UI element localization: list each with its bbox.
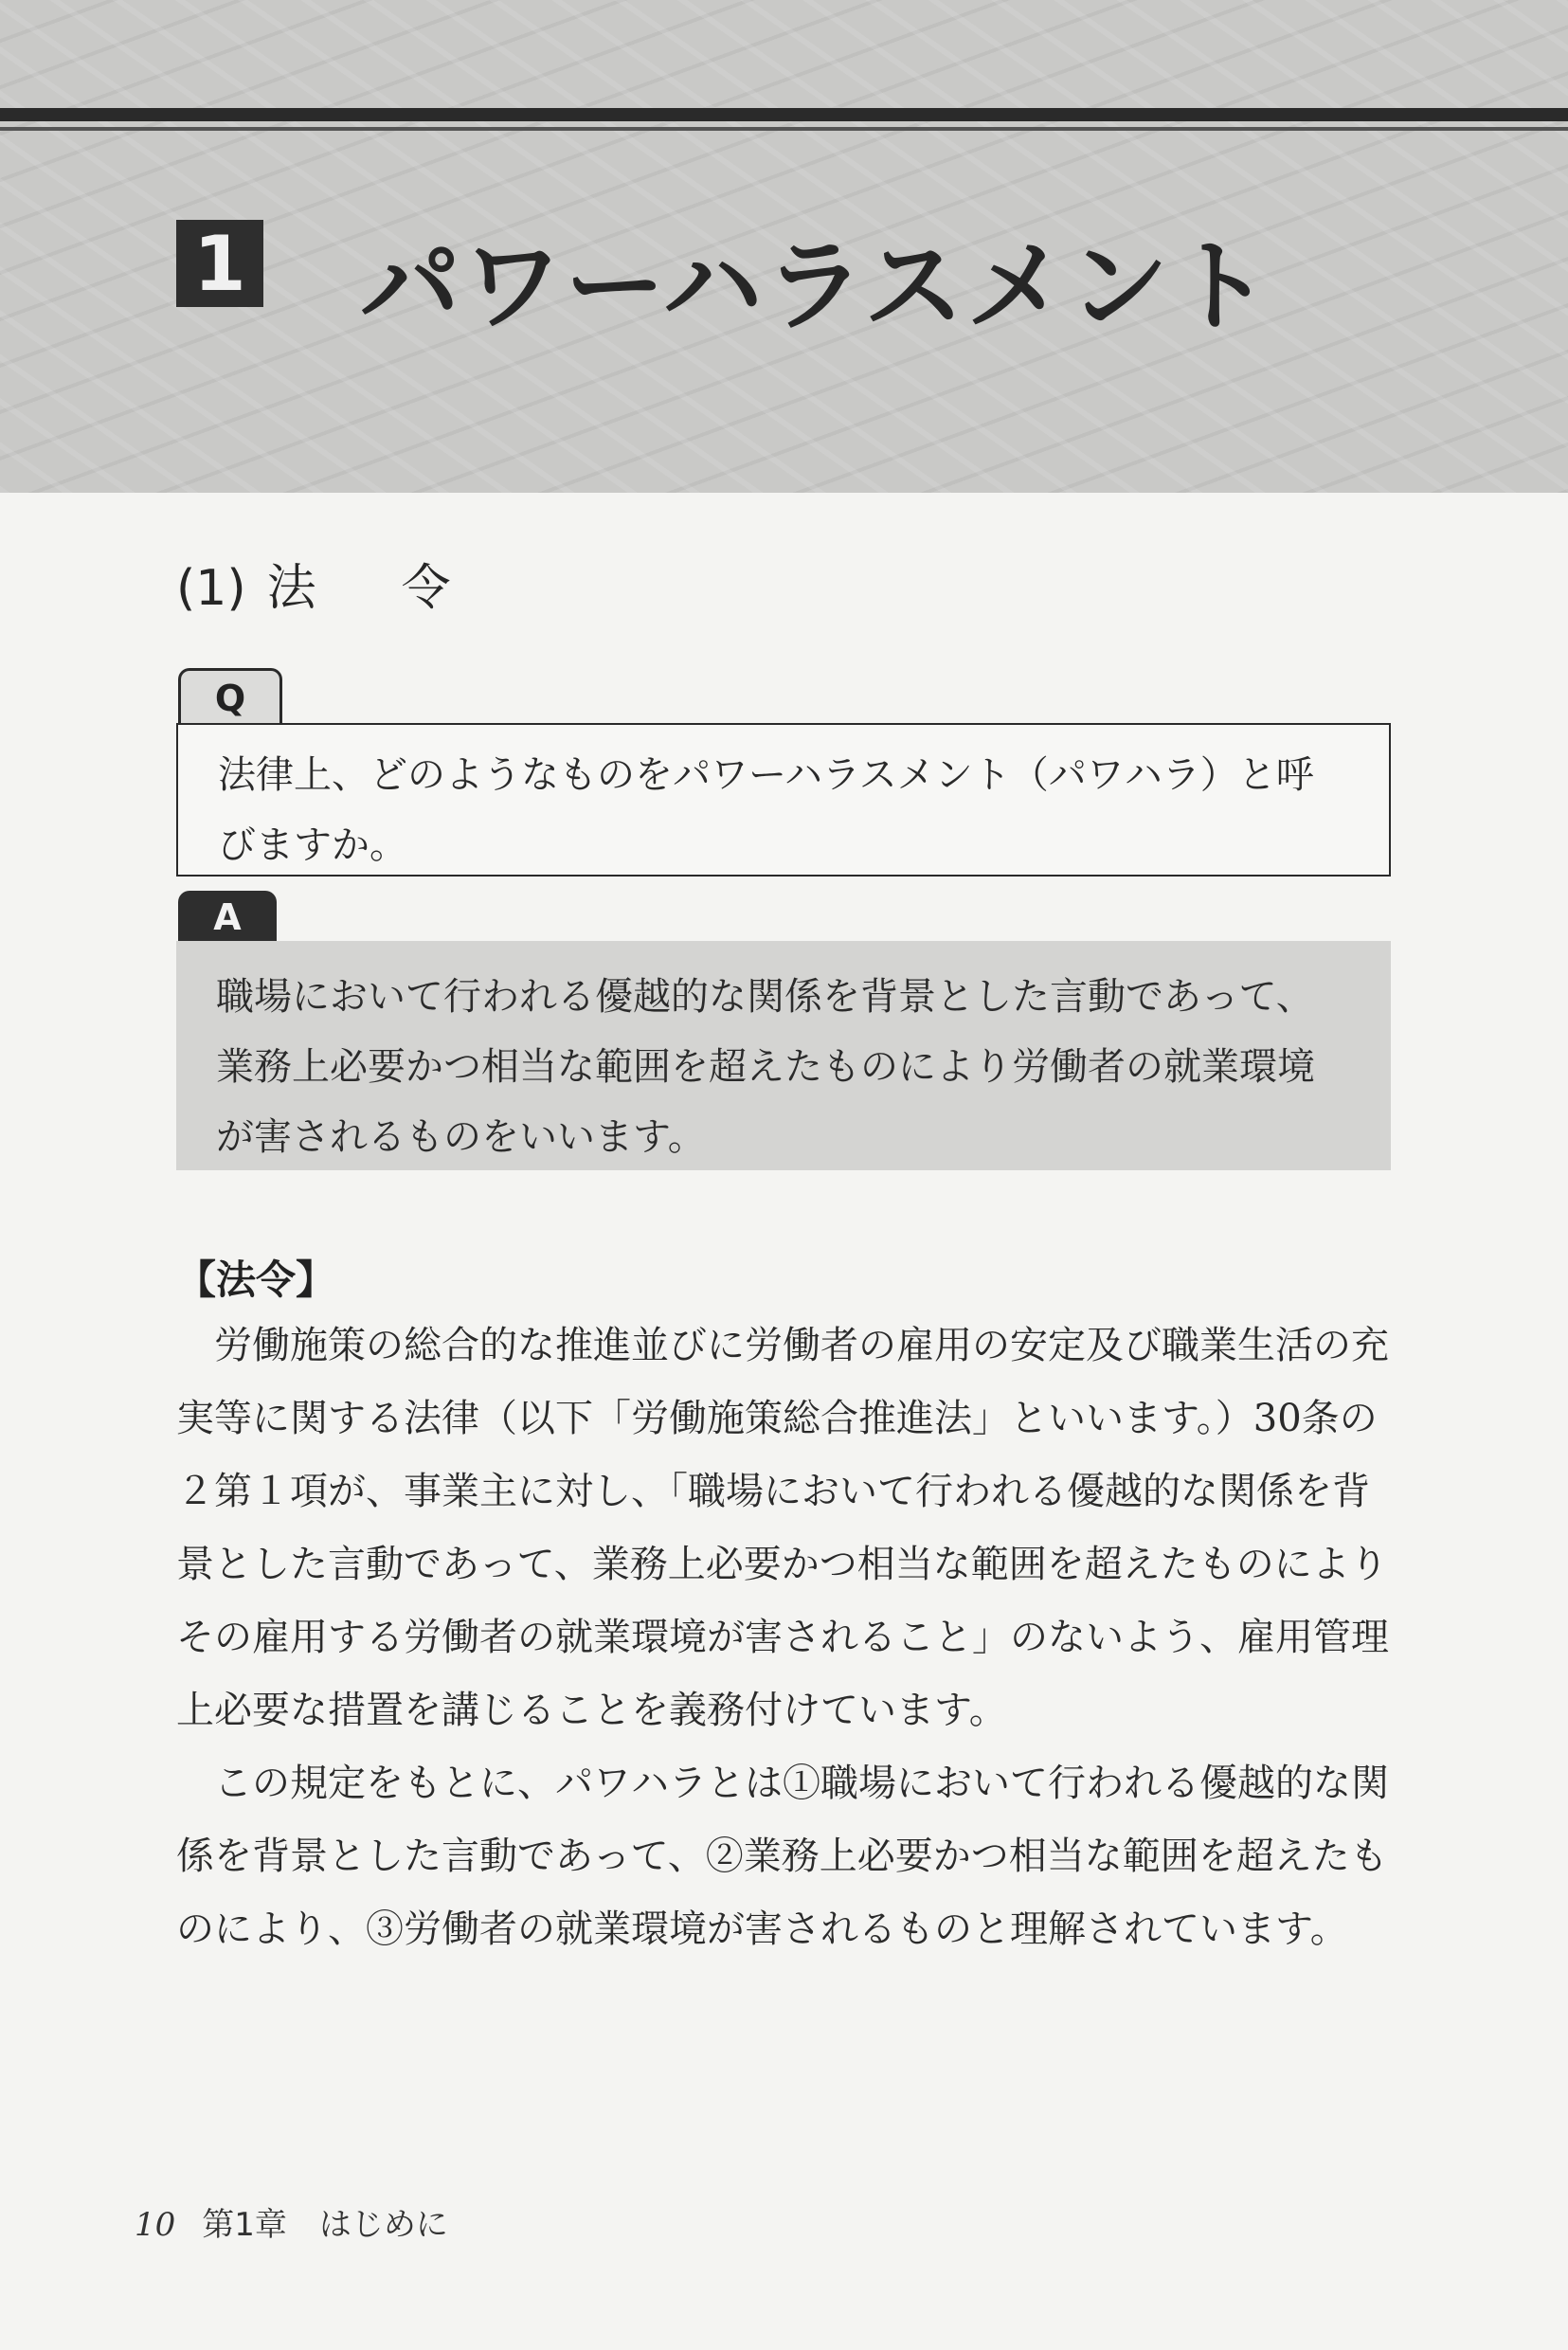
answer-line: 職場において行われる優越的な関係を背景とした言動であって、 — [216, 975, 1314, 1019]
section-heading — [176, 548, 536, 619]
law-heading: 【法令】 — [176, 1256, 336, 1303]
answer-tab: A — [178, 891, 277, 944]
chapter-number-badge: 1 — [176, 220, 263, 307]
question-line: びますか。 — [218, 823, 407, 867]
answer-box — [176, 941, 1391, 1170]
law-paragraph-2: この規定をもとに、パワハラとは①職場において行われる優越的な関係を背景とした言動であって、②業務上必要かつ相当な範囲を超えたものにより、③労働者の就業環境が害されるものと理解されています。 — [176, 1762, 1389, 1951]
question-tab: Q — [178, 668, 282, 726]
answer-line: 業務上必要かつ相当な範囲を超えたものにより労働者の就業環境 — [216, 1045, 1315, 1089]
chapter-title: パワーハラスメント — [360, 228, 1273, 345]
section-title: 法令 — [266, 560, 536, 617]
page-footer — [135, 2198, 448, 2245]
header-rule-thick — [0, 108, 1568, 121]
law-body — [176, 1310, 1398, 1966]
question-line: 法律上、どのようなものをパワーハラスメント（パワハラ）と呼 — [218, 753, 1314, 797]
law-paragraph-1: 労働施策の総合的な推進並びに労働者の雇用の安定及び職業生活の充実等に関する法律（以下「労働施策総合推進法」といいます。）30条の２第１項が、事業主に対し、「職場において行われる優越的な関係を背景とした言動であって、業務上必要かつ相当な範囲を超えたものによりその雇用する労働者の就業環境が害されること」のないよう、雇用管理上必要な措置を講じることを義務付けています。 — [176, 1324, 1389, 1732]
page-number: 10 — [135, 2206, 176, 2244]
section-number: (1) — [176, 560, 246, 617]
question-box — [176, 723, 1391, 877]
header-rule-thin — [0, 127, 1568, 131]
answer-line: が害されるものをいいます。 — [216, 1115, 706, 1159]
running-chapter-label: 第1章 はじめに — [202, 2206, 448, 2244]
